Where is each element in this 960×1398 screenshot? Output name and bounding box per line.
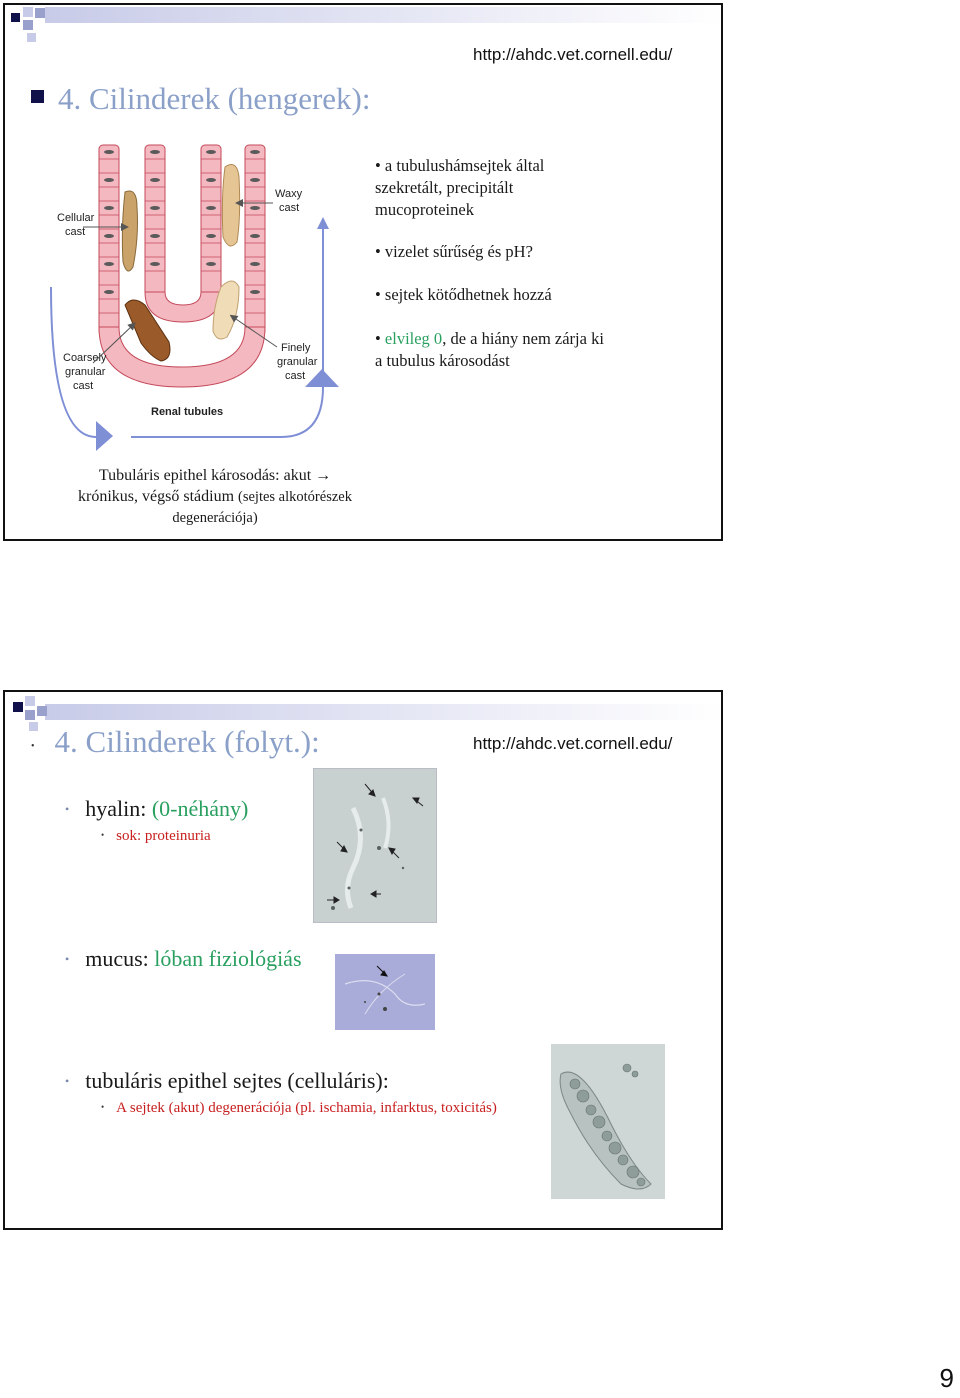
flow-arrow-head-left (96, 421, 113, 451)
source-url[interactable]: http://ahdc.vet.cornell.edu/ (473, 45, 673, 64)
diagram-caption (35, 465, 395, 529)
flow-arrow-head-right-top (317, 217, 329, 229)
label-coarse-1: Coarsely (63, 352, 107, 364)
cellular-cast (122, 191, 137, 271)
square-bullet-icon (31, 90, 44, 103)
slide-title-text: 4. Cilinderek (hengerek): (58, 81, 371, 116)
bullet-mucoproteins: • a tubulushámsejtek által szekretált, precipitált mucoproteinek (375, 156, 545, 219)
flow-arrow-head-right-bottom (305, 369, 339, 387)
caption-line-3: degenerációja) (172, 510, 258, 526)
label-fine-1: Finely (281, 342, 311, 354)
bullet-cells-bind: • sejtek kötődhetnek hozzá (375, 285, 552, 304)
item-tubular-epithelial: • tubuláris epithel sejtes (celluláris): (65, 1068, 389, 1093)
label-cellular-1: Cellular (57, 212, 95, 224)
label-fine-2: granular (277, 356, 318, 368)
item-mucus: • mucus: lóban fiziológiás (65, 946, 302, 971)
bullet-dot-icon: • (65, 952, 70, 966)
slide-2 (3, 690, 723, 1230)
bullet-dot-icon: • (101, 830, 105, 840)
item-hyalin-sub: • sok: proteinuria (101, 828, 211, 844)
item-hyalin: • hyalin: (0-néhány) (65, 796, 249, 821)
bullet-dot-icon: • (31, 741, 35, 752)
slide-title (31, 724, 320, 760)
slide-header-decoration (5, 5, 723, 49)
mucus-micrograph (335, 954, 435, 1030)
bullet-normally-zero: • elvileg 0, de a hiány nem zárja ki a tubulus károsodást (375, 329, 604, 370)
slide-1 (3, 3, 723, 541)
label-cellular-2: cast (65, 226, 86, 238)
slide-title (31, 81, 370, 117)
caption-line-2: krónikus, végső stádium (sejtes alkotórészek (78, 488, 352, 505)
label-coarse-2: granular (65, 366, 106, 378)
label-fine-3: cast (285, 370, 306, 382)
page-number: 9 (939, 1363, 954, 1393)
cellular-cast-micrograph (551, 1044, 665, 1199)
item-tubular-sub: • A sejtek (akut) degenerációja (pl. ischamia, infarktus, toxicitás) (101, 1100, 497, 1116)
label-renal-tubules: Renal tubules (151, 406, 224, 418)
waxy-cast (222, 165, 239, 246)
bullet-dot-icon: • (101, 1102, 105, 1112)
label-coarse-3: cast (73, 380, 94, 392)
bullet-urine-density: • vizelet sűrűség és pH? (375, 242, 533, 261)
bullet-dot-icon: • (65, 1074, 70, 1088)
label-waxy-2: cast (279, 202, 300, 214)
source-url[interactable]: http://ahdc.vet.cornell.edu/ (473, 734, 673, 753)
slide-title-text: 4. Cilinderek (folyt.): (54, 724, 320, 759)
label-waxy-1: Waxy (275, 188, 303, 200)
hyaline-cast-micrograph (313, 768, 437, 923)
bullet-dot-icon: • (65, 802, 70, 816)
slide1-bullet-list (375, 155, 705, 385)
caption-line-1: Tubuláris epithel károsodás: akut → (98, 467, 332, 484)
renal-tubules-diagram (41, 137, 346, 451)
